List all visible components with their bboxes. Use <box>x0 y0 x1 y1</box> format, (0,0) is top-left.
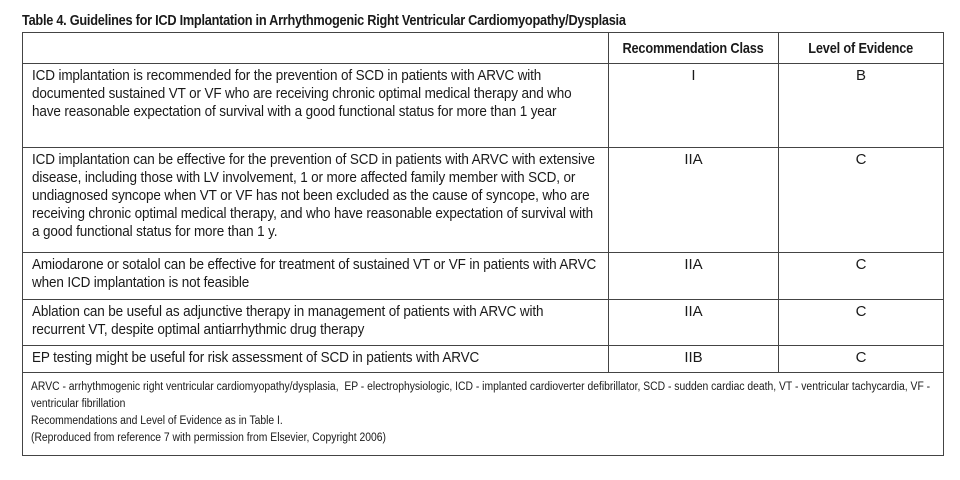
header-blank <box>23 33 609 64</box>
table-row <box>23 64 944 148</box>
table-title: Table 4. Guidelines for ICD Implantation in Arrhythmogenic Right Ventricular Cardiomyopathy/Dysplasia <box>22 13 626 29</box>
row-description: Ablation can be useful as adjunctive therapy in management of patients with ARVC with recurrent VT, despite optimal antiarrhythmic drug therapy <box>23 300 609 346</box>
row-description: ICD implantation can be effective for the prevention of SCD in patients with ARVC with extensive disease, including those with LV involvement, 1 or more affected family member with SCD, or undiagnosed syncope when VT or VF has not been excluded as the cause of syncope, who are receiving chronic optimal medical therapy, and who have reasonable expectation of survival with a good functional status for more than 1 y. <box>23 148 609 253</box>
table-row <box>23 148 944 253</box>
guidelines-table <box>22 32 944 456</box>
row-recommendation-class: IIA <box>609 300 779 346</box>
table-row <box>23 300 944 346</box>
row-recommendation-class: I <box>609 64 779 148</box>
row-recommendation-class: IIA <box>609 253 779 300</box>
row-description: EP testing might be useful for risk assessment of SCD in patients with ARVC <box>23 346 609 373</box>
table-footnote <box>23 373 944 456</box>
row-description: Amiodarone or sotalol can be effective for treatment of sustained VT or VF in patients with ARVC when ICD implantation is not feasible <box>23 253 609 300</box>
document-page <box>22 10 944 456</box>
footnote-abbreviations: ARVC - arrhythmogenic right ventricular cardiomyopathy/dysplasia, EP - electrophysiologic, ICD - implanted cardioverter defibrillator, SCD - sudden cardiac death, VT - ventricular tachycardia, VF - ventricular fibrillation <box>31 381 933 410</box>
header-recommendation-class: Recommendation Class <box>609 33 779 64</box>
table-row <box>23 346 944 373</box>
footnote-row <box>23 373 944 456</box>
header-row <box>23 33 944 64</box>
footnote-recommendations: Recommendations and Level of Evidence as in Table I. <box>31 415 283 427</box>
row-level-of-evidence: C <box>779 253 944 300</box>
footnote-source: (Reproduced from reference 7 with permission from Elsevier, Copyright 2006) <box>31 432 386 444</box>
row-level-of-evidence: C <box>779 346 944 373</box>
row-level-of-evidence: B <box>779 64 944 148</box>
header-level-of-evidence: Level of Evidence <box>779 33 944 64</box>
row-description: ICD implantation is recommended for the prevention of SCD in patients with ARVC with documented sustained VT or VF who are receiving chronic optimal medical therapy and who have reasonable expectation of survival with a good functional status for more than 1 year <box>23 64 609 148</box>
row-recommendation-class: IIB <box>609 346 779 373</box>
table-row <box>23 253 944 300</box>
row-recommendation-class: IIA <box>609 148 779 253</box>
row-level-of-evidence: C <box>779 300 944 346</box>
row-level-of-evidence: C <box>779 148 944 253</box>
